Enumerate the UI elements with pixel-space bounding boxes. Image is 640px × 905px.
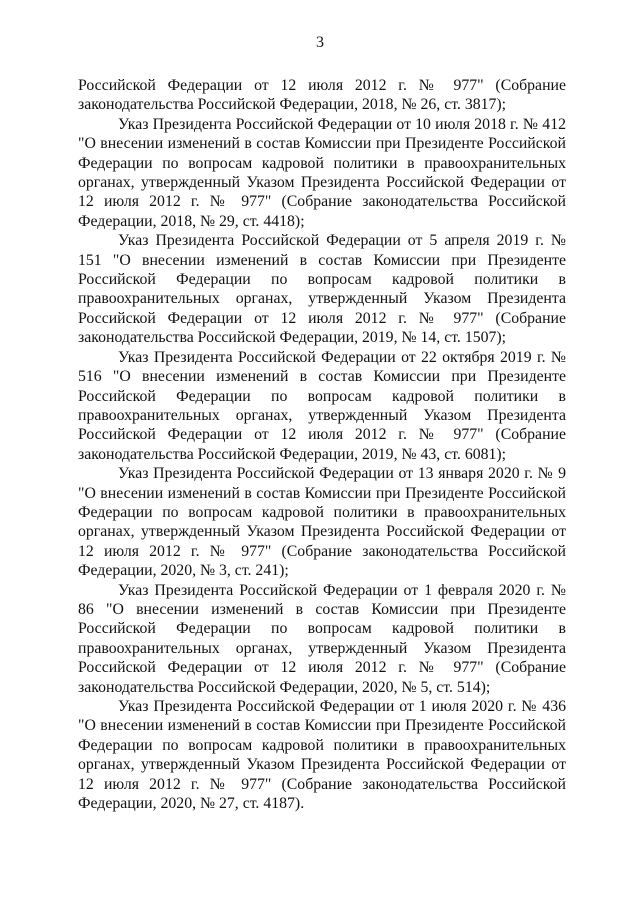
paragraph-ukaz-436: Указ Президента Российской Федерации от 1 июля 2020 г. № 436 "О внесении изменений в состав Комиссии при Президенте Российской Федерации по вопросам кадровой политики в правоохранительных органах, утвержденный Указом Президента Российской Федерации от 12 июля 2012 г. № 977" (Собрание законодательства Российской Федерации, 2020, № 27, ст. 4187). bbox=[78, 698, 566, 813]
paragraph-ukaz-516: Указ Президента Российской Федерации от 22 октября 2019 г. № 516 "О внесении изменений в состав Комиссии при Президенте Российской Федерации по вопросам кадровой политики в правоохранительных органах, утвержденный Указом Президента Российской Федерации от 12 июля 2012 г. № 977" (Собрание законодательства Российской Федерации, 2019, № 43, ст. 6081); bbox=[78, 348, 566, 463]
paragraph-ukaz-412: Указ Президента Российской Федерации от 10 июля 2018 г. № 412 "О внесении изменений в состав Комиссии при Президенте Российской Федерации по вопросам кадровой политики в правоохранительных органах, утвержденный Указом Президента Российской Федерации от 12 июля 2012 г. № 977" (Собрание законодательства Российской Федерации, 2018, № 29, ст. 4418); bbox=[78, 115, 566, 230]
document-body bbox=[78, 76, 566, 813]
paragraph-ukaz-9: Указ Президента Российской Федерации от 13 января 2020 г. № 9 "О внесении изменений в состав Комиссии при Президенте Российской Федерации по вопросам кадровой политики в правоохранительных органах, утвержденный Указом Президента Российской Федерации от 12 июля 2012 г. № 977" (Собрание законодательства Российской Федерации, 2020, № 3, ст. 241); bbox=[78, 465, 566, 580]
page-number: 3 bbox=[316, 34, 324, 51]
paragraph-ukaz-151: Указ Президента Российской Федерации от 5 апреля 2019 г. № 151 "О внесении изменений в состав Комиссии при Президенте Российской Федерации по вопросам кадровой политики в правоохранительных органах, утвержденный Указом Президента Российской Федерации от 12 июля 2012 г. № 977" (Собрание законодательства Российской Федерации, 2019, № 14, ст. 1507); bbox=[78, 232, 566, 347]
paragraph-continuation: Российской Федерации от 12 июля 2012 г. № 977" (Собрание законодательства Российской Федерации, 2018, № 26, ст. 3817); bbox=[78, 77, 566, 114]
paragraph-ukaz-86: Указ Президента Российской Федерации от 1 февраля 2020 г. № 86 "О внесении изменений в состав Комиссии при Президенте Российской Федерации по вопросам кадровой политики в правоохранительных органах, утвержденный Указом Президента Российской Федерации от 12 июля 2012 г. № 977" (Собрание законодательства Российской Федерации, 2020, № 5, ст. 514); bbox=[78, 581, 566, 696]
